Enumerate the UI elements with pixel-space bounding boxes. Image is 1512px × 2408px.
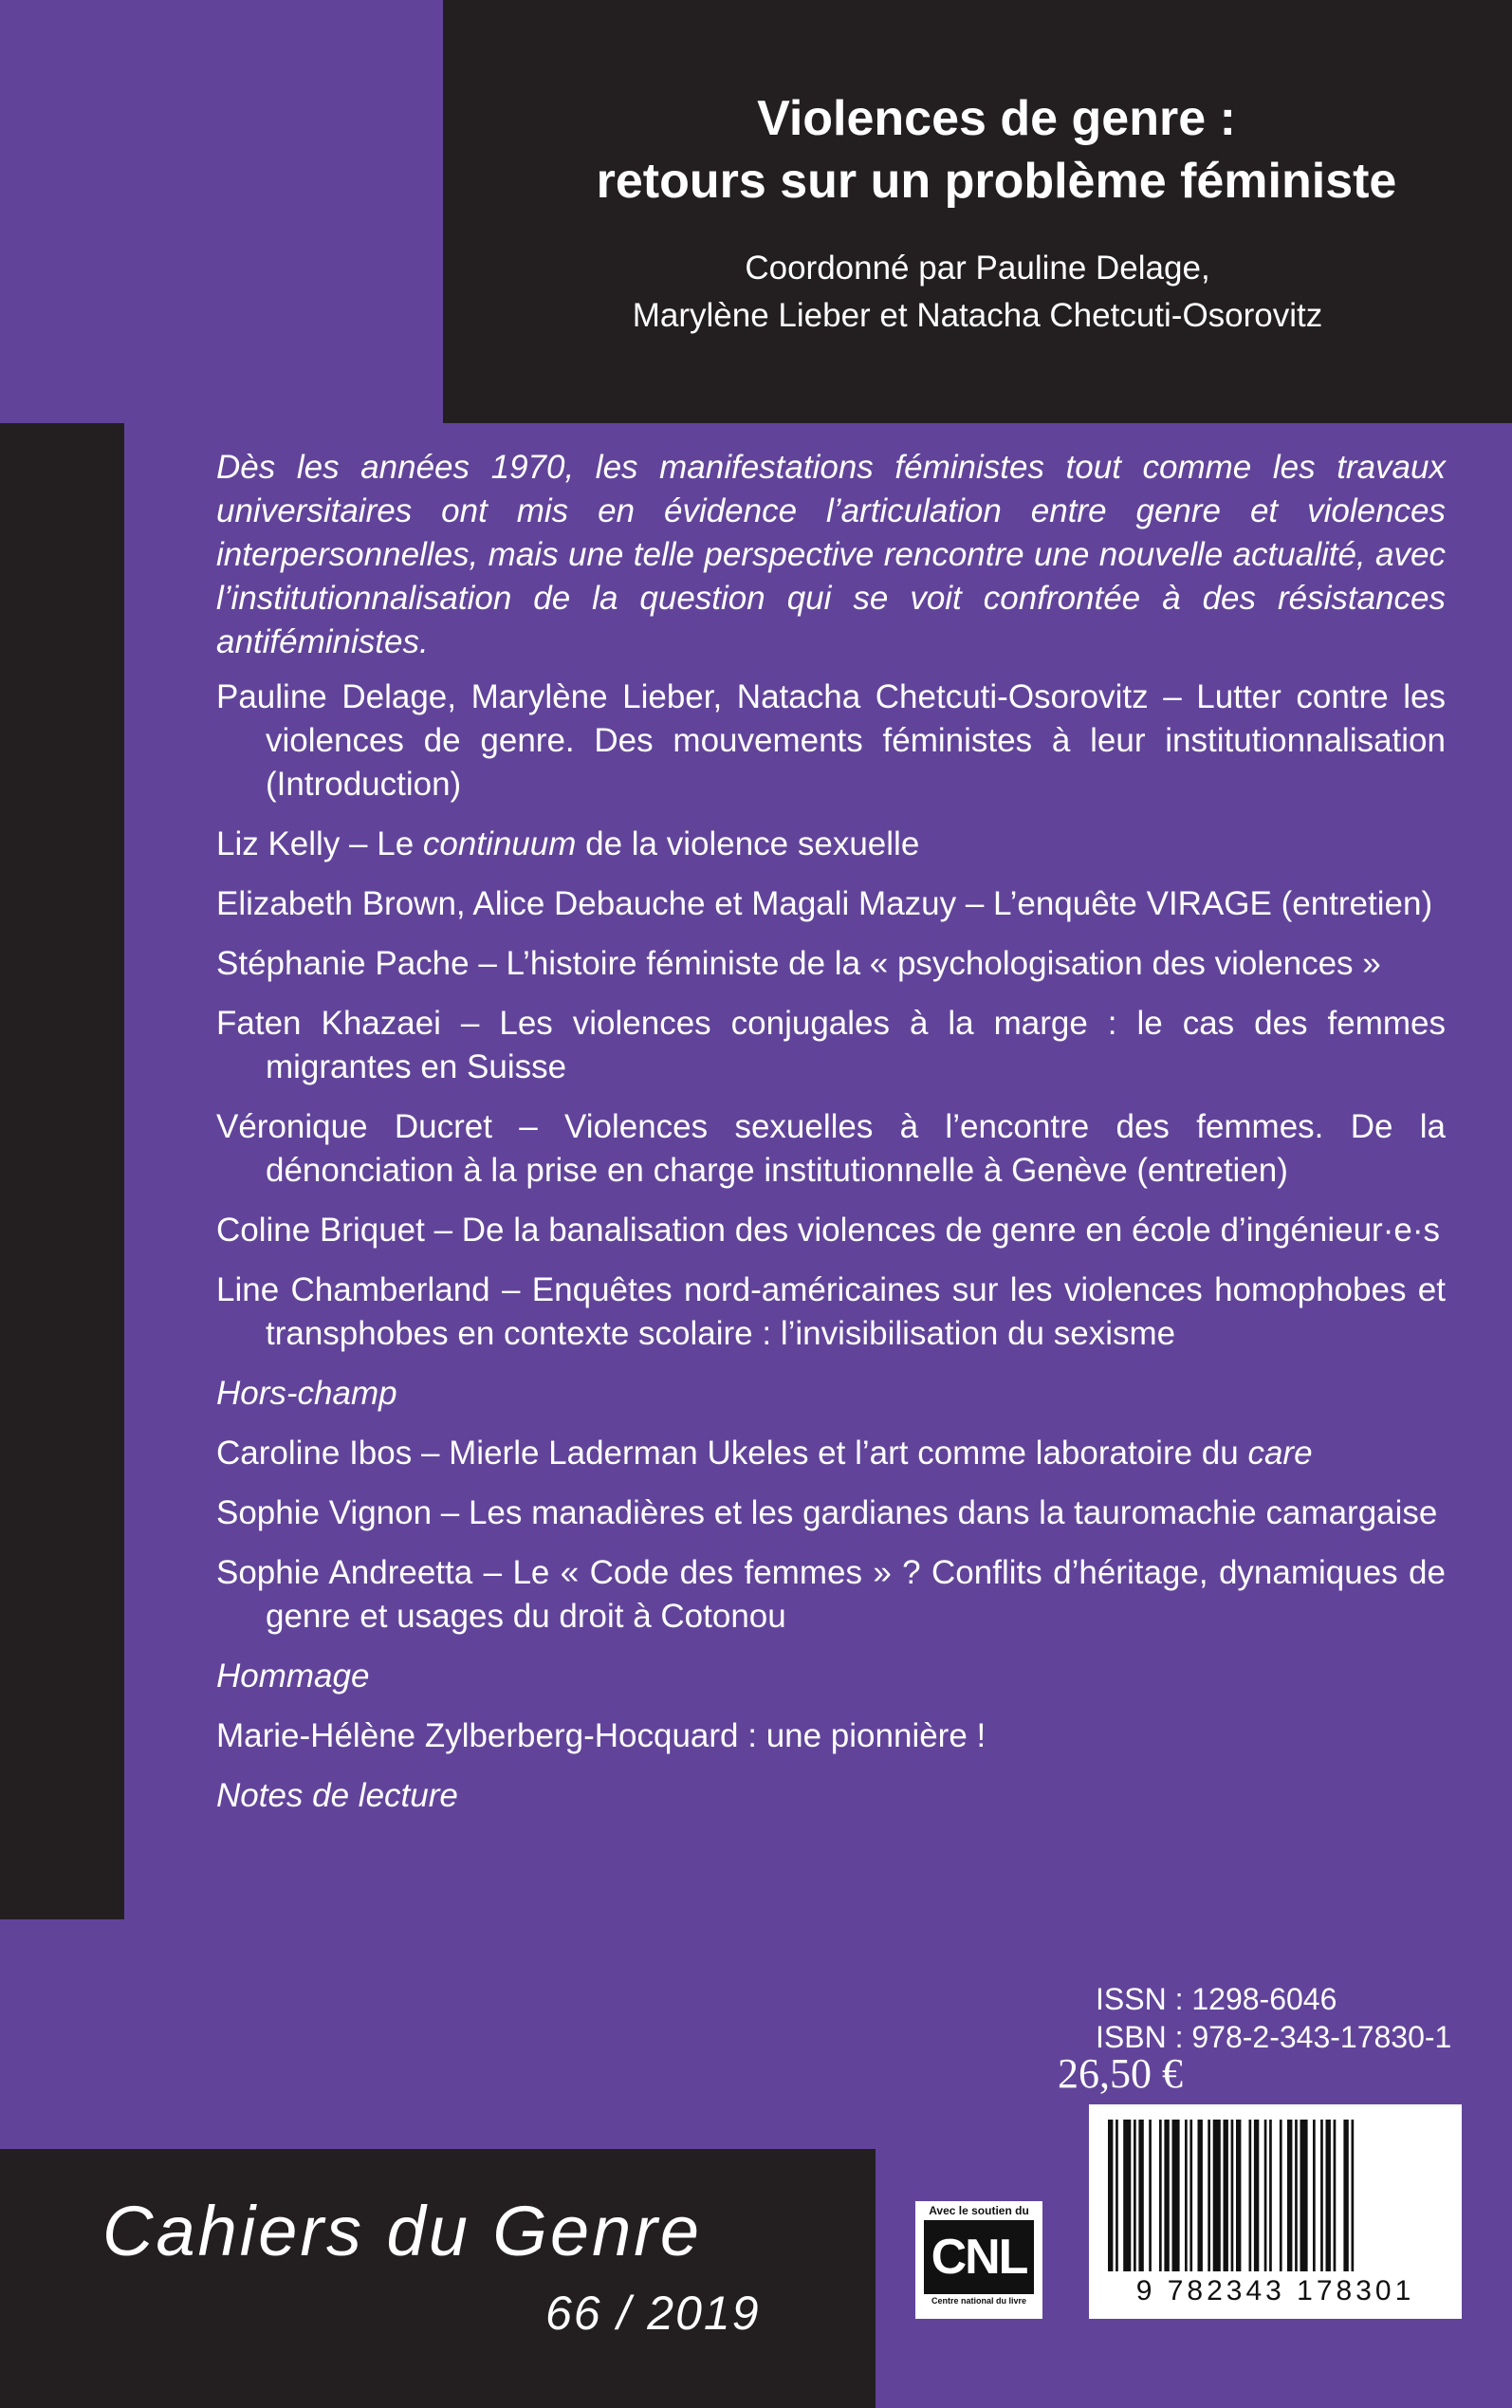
barcode-bar xyxy=(1300,2120,1308,2271)
cnl-logo-mark: CNL xyxy=(924,2220,1034,2294)
toc-entry: Sophie Andreetta – Le « Code des femmes » ? Conflits d’héritage, dynamiques de genre et usages du droit à Cotonou xyxy=(216,1554,1446,1635)
toc-entry: Marie-Hélène Zylberberg-Hocquard : une pionnière ! xyxy=(216,1717,986,1754)
back-cover-content xyxy=(216,446,1446,1834)
toc-entry: Véronique Ducret – Violences sexuelles à l’encontre des femmes. De la dénonciation à la prise en charge institutionnelle à Genève (entretien) xyxy=(216,1108,1446,1189)
barcode-bar xyxy=(1326,2120,1331,2271)
toc-entry: Stéphanie Pache – L’histoire féministe de la « psychologisation des violences » xyxy=(216,945,1381,982)
barcode-bar xyxy=(1320,2120,1323,2271)
barcode-bar xyxy=(1208,2120,1210,2271)
barcode-bar xyxy=(1343,2120,1348,2271)
toc-entry-italic: care xyxy=(1247,1435,1313,1472)
barcode-bar xyxy=(1108,2120,1113,2271)
barcode-bar xyxy=(1236,2120,1241,2271)
barcode-bar xyxy=(1185,2120,1188,2271)
toc-entry: Line Chamberland – Enquêtes nord-américaines sur les violences homophobes et transphobes en contexte scolaire : l’invisibilisation du sexisme xyxy=(216,1271,1446,1352)
toc-entry: Sophie Vignon – Les manadières et les gardianes dans la tauromachie camargaise xyxy=(216,1494,1438,1531)
toc-section-heading: Notes de lecture xyxy=(216,1777,458,1814)
coordinators-line-1: Coordonné par Pauline Delage, xyxy=(745,250,1210,287)
barcode-bar xyxy=(1287,2120,1292,2271)
barcode-number: 9 782343 178301 xyxy=(1135,2275,1415,2306)
cnl-logo xyxy=(915,2201,1042,2319)
barcode-bar xyxy=(1231,2120,1234,2271)
barcode-bar xyxy=(1198,2120,1203,2271)
left-decorative-bar xyxy=(0,423,124,1919)
barcode-bar xyxy=(1159,2120,1162,2271)
journal-issue: 66 / 2019 xyxy=(545,2287,761,2340)
toc-entry: Pauline Delage, Marylène Lieber, Natacha Chetcuti-Osorovitz – Lutter contre les violences de genre. Des mouvements féministes à leur institutionnalisation (Introduction) xyxy=(216,678,1446,803)
barcode-bar xyxy=(1264,2120,1267,2271)
barcode-bar xyxy=(1123,2120,1131,2271)
footer-panel xyxy=(0,2149,876,2408)
barcode-bar xyxy=(1313,2120,1316,2271)
barcode-bar xyxy=(1254,2120,1259,2271)
toc-entry: Coline Briquet – De la banalisation des violences de genre en école d’ingénieur·e·s xyxy=(216,1212,1440,1249)
barcode-bar xyxy=(1172,2120,1180,2271)
header-panel xyxy=(443,0,1512,423)
barcode-bar xyxy=(1134,2120,1136,2271)
barcode-bar xyxy=(1189,2120,1192,2271)
toc-entry: Faten Khazaei – Les violences conjugales à la marge : le cas des femmes migrantes en Suisse xyxy=(216,1005,1446,1085)
toc-entry-text: de la violence sexuelle xyxy=(576,825,920,862)
barcode-bar xyxy=(1280,2120,1282,2271)
toc-entry xyxy=(216,1432,1446,1475)
toc-entry xyxy=(216,823,1446,866)
barcode-bar xyxy=(1224,2120,1228,2271)
toc-entry: Elizabeth Brown, Alice Debauche et Magali Mazuy – L’enquête VIRAGE (entretien) xyxy=(216,885,1433,922)
price: 26,50 € xyxy=(1058,2050,1183,2097)
identifiers xyxy=(1096,1980,1451,2056)
barcode-bar xyxy=(1116,2120,1118,2271)
barcode-bar xyxy=(1269,2120,1272,2271)
barcode-bar xyxy=(1249,2120,1252,2271)
isbn: ISBN : 978-2-343-17830-1 xyxy=(1096,2020,1452,2054)
toc-entry-text: Caroline Ibos – Mierle Laderman Ukeles et l’art comme laboratoire du xyxy=(216,1435,1248,1472)
cnl-support-text: Avec le soutien du xyxy=(929,2204,1029,2217)
toc-entry-italic: continuum xyxy=(422,825,577,862)
journal-title: Cahiers du Genre xyxy=(102,2192,703,2270)
coordinators-line-2: Marylène Lieber et Natacha Chetcuti-Osorovitz xyxy=(632,297,1323,334)
toc-section-heading: Hommage xyxy=(216,1658,370,1695)
barcode-bar xyxy=(1295,2120,1298,2271)
toc-section-heading: Hors-champ xyxy=(216,1375,397,1412)
toc-entry-text: Liz Kelly – Le xyxy=(216,825,423,862)
barcode-bars xyxy=(1108,2120,1443,2271)
title-line-2: retours sur un problème féministe xyxy=(596,154,1397,209)
barcode-bar xyxy=(1213,2120,1221,2271)
barcode-bar xyxy=(1334,2120,1337,2271)
table-of-contents xyxy=(216,676,1446,1818)
barcode-bar xyxy=(1138,2120,1143,2271)
barcode-bar xyxy=(1149,2120,1152,2271)
intro-paragraph: Dès les années 1970, les manifestations féministes tout comme les travaux universitaires ont mis en évidence l’articulation entre genre et violences interpersonnelles, mais une telle perspective rencontre une nouvelle actualité, avec l’institutionnalisation de la question qui se voit confrontée à des résistances antiféministes. xyxy=(216,449,1446,660)
coordinators xyxy=(443,245,1512,340)
barcode-bar xyxy=(1352,2120,1355,2271)
issn: ISSN : 1298-6046 xyxy=(1096,1982,1337,2016)
barcode xyxy=(1089,2104,1462,2319)
barcode-bar xyxy=(1164,2120,1169,2271)
book-title xyxy=(443,87,1512,213)
cnl-full-name: Centre national du livre xyxy=(931,2296,1027,2306)
title-line-1: Violences de genre : xyxy=(757,91,1236,146)
